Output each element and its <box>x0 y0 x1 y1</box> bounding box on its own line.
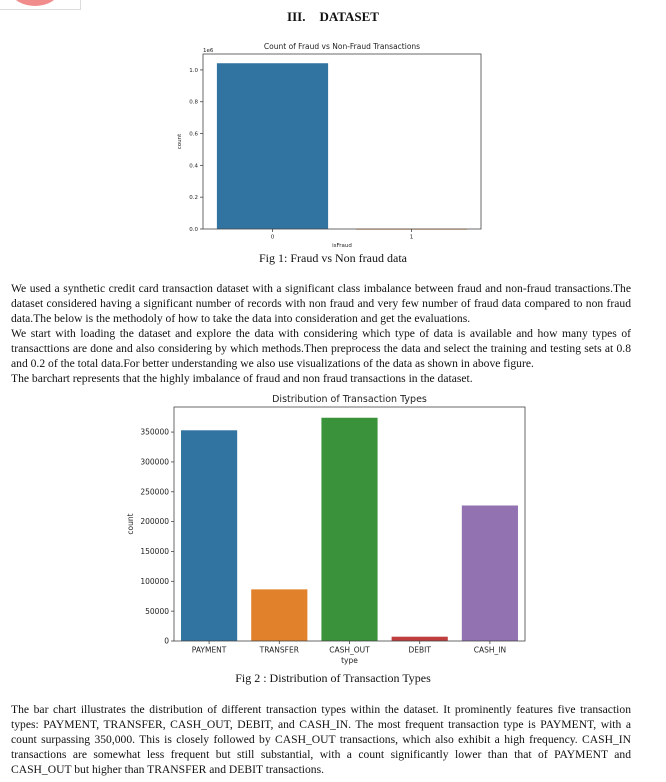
y-tick-label: 0.8 <box>189 99 198 106</box>
paragraph: We used a synthetic credit card transaction dataset with a significant class imbalance between fraud and non-fraud transactions.The dataset considered having a significant number of records with non fraud and very few number of fraud data compared to non fraud data.The below is the methodoly of how to take the data into consideration and get the evaluations. <box>11 282 631 325</box>
y-tick-label: 350000 <box>140 427 169 437</box>
x-tick-label: 0 <box>270 234 275 241</box>
paragraph: The barchart represents that the highly imbalance of fraud and non fraud transactions in the dataset. <box>11 372 473 385</box>
y-tick-label: 50000 <box>145 606 169 616</box>
bar-transfer <box>251 589 307 641</box>
y-tick-label: 0 <box>164 636 169 646</box>
y-tick-label: 150000 <box>140 547 169 557</box>
y-tick-label: 0.2 <box>189 195 198 202</box>
x-tick-label: 1 <box>409 234 414 241</box>
body-text-2 <box>11 702 631 777</box>
fraud-chart <box>166 38 496 248</box>
section-heading <box>0 9 666 25</box>
x-tick-label: CASH_IN <box>473 645 507 655</box>
x-axis-label: isFraud <box>332 243 352 248</box>
chart-title: Distribution of Transaction Types <box>272 394 427 405</box>
paragraph: The bar chart illustrates the distribution of different transaction types within the dataset. It prominently features five transaction types: PAYMENT, TRANSFER, CASH_OUT, DEBIT, and CASH_IN. The most frequent transaction type is PAYMENT, with a count surpassing 350,000. This is closely followed by CASH_OUT transactions, which also exhibit a high frequency. CASH_IN transactions are somewhat less frequent but still substantial, with a count significantly lower than that of PAYMENT and CASH_OUT but higher than TRANSFER and DEBIT transactions. <box>11 703 631 776</box>
bar-cash_in <box>462 505 518 641</box>
y-tick-label: 250000 <box>140 487 169 497</box>
bar-0 <box>217 63 328 229</box>
bar-payment <box>181 430 237 641</box>
bar-cash_out <box>321 418 377 641</box>
y-tick-label: 300000 <box>140 457 169 467</box>
corner-blob-shape <box>12 0 58 6</box>
chart-title: Count of Fraud vs Non-Fraud Transactions <box>263 42 421 51</box>
figure-2-caption: Fig 2 : Distribution of Transaction Types <box>235 671 431 685</box>
y-tick-label: 0.0 <box>189 226 198 233</box>
y-tick-label: 0.4 <box>189 163 198 170</box>
x-tick-label: CASH_OUT <box>329 645 370 655</box>
y-tick-label: 0.6 <box>189 131 198 138</box>
x-axis-label: type <box>341 656 358 665</box>
x-tick-label: PAYMENT <box>191 645 227 655</box>
y-tick-label: 200000 <box>140 517 169 527</box>
body-text-1 <box>11 281 631 386</box>
figure-1-caption: Fig 1: Fraud vs Non fraud data <box>259 251 407 265</box>
y-axis-label: count <box>126 513 135 535</box>
y-tick-label: 100000 <box>140 576 169 586</box>
x-tick-label: TRANSFER <box>259 645 299 655</box>
paragraph: We start with loading the dataset and explore the data with considering which type of data is available and how many types of transacttions are done and also considering by which methods.Then preprocess the data and select the training and testing sets at 0.8 and 0.2 of the total data.For better understanding we also use visualizations of the data as shown in above figure. <box>11 327 631 370</box>
y-axis-label: count <box>177 133 183 150</box>
section-number: III. <box>287 9 306 24</box>
x-tick-label: DEBIT <box>408 645 431 655</box>
section-title: DATASET <box>319 9 379 24</box>
transaction-types-chart <box>118 392 538 667</box>
bar-debit <box>392 637 448 641</box>
y-tick-label: 1.0 <box>189 67 198 74</box>
axis-offset-label: 1e6 <box>203 48 214 54</box>
